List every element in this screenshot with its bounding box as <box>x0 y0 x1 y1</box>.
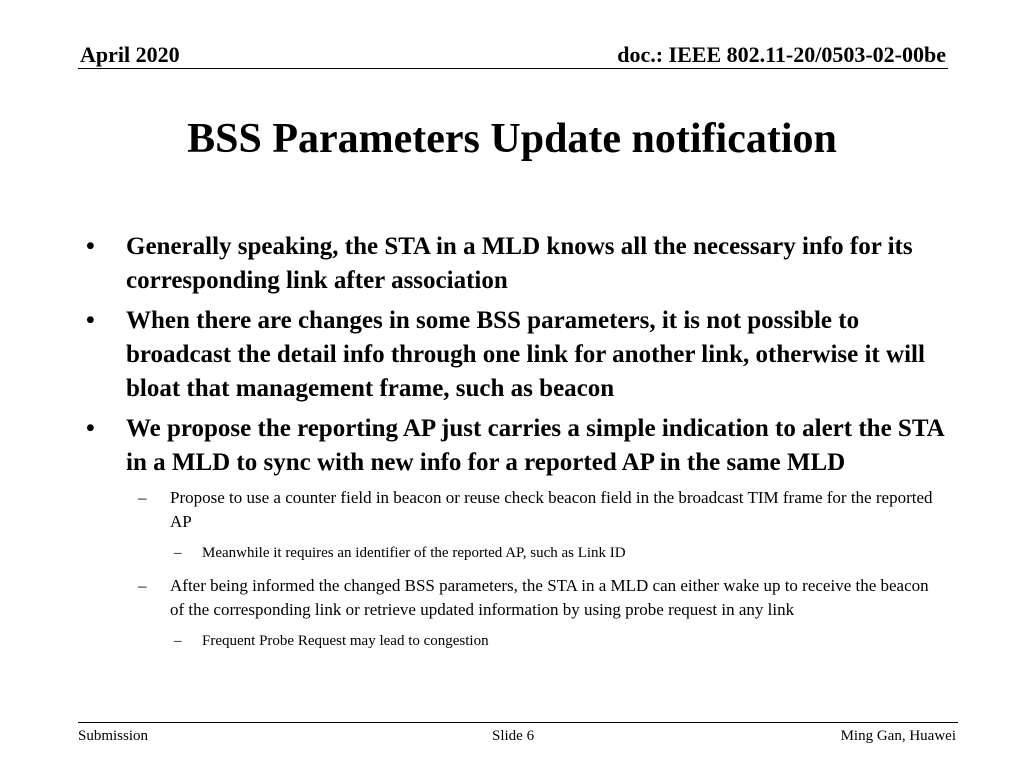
bullet-1 <box>86 230 946 298</box>
sub-bullet-2 <box>138 574 946 622</box>
sub-bullet-text: Propose to use a counter field in beacon or reuse check beacon field in the broadcast TIM frame for the reported AP <box>170 488 933 531</box>
sub-sub-bullet-text: Meanwhile it requires an identifier of the reported AP, such as Link ID <box>202 545 626 561</box>
bullet-3 <box>86 412 946 480</box>
bullet-marker: • <box>86 415 95 442</box>
slide-body <box>86 230 946 662</box>
header-rule <box>78 68 948 69</box>
bullet-marker: • <box>86 307 95 334</box>
sub-sub-bullet-2 <box>174 630 946 652</box>
footer-submission: Submission <box>78 728 149 744</box>
sub-sub-bullet-marker: – <box>174 633 182 649</box>
footer-slide-number: Slide 6 <box>492 728 535 744</box>
sub-bullet-marker: – <box>138 576 147 595</box>
header-doc-id: doc.: IEEE 802.11-20/0503-02-00be <box>617 42 946 67</box>
sub-bullet-marker: – <box>138 488 147 507</box>
slide-title: BSS Parameters Update notification <box>187 116 837 162</box>
bullet-text: When there are changes in some BSS parameters, it is not possible to broadcast the detail info through one link for another link, otherwise it will bloat that management frame, such as beacon <box>126 307 925 402</box>
bullet-text: We propose the reporting AP just carries a simple indication to alert the STA in a MLD to sync with new info for a reported AP in the same MLD <box>126 415 944 476</box>
bullet-marker: • <box>86 233 95 260</box>
bullet-text: Generally speaking, the STA in a MLD knows all the necessary info for its corresponding link after association <box>126 233 913 294</box>
sub-sub-bullet-1 <box>174 542 946 564</box>
bullet-2 <box>86 304 946 406</box>
sub-sub-bullet-marker: – <box>174 545 182 561</box>
sub-bullet-text: After being informed the changed BSS parameters, the STA in a MLD can either wake up to receive the beacon of the corresponding link or retrieve updated information by using probe request in any link <box>170 576 929 619</box>
sub-bullet-1 <box>138 486 946 534</box>
footer-author: Ming Gan, Huawei <box>840 728 956 744</box>
sub-sub-bullet-text: Frequent Probe Request may lead to congestion <box>202 633 489 649</box>
header-date: April 2020 <box>80 42 180 67</box>
footer-rule <box>78 722 958 723</box>
